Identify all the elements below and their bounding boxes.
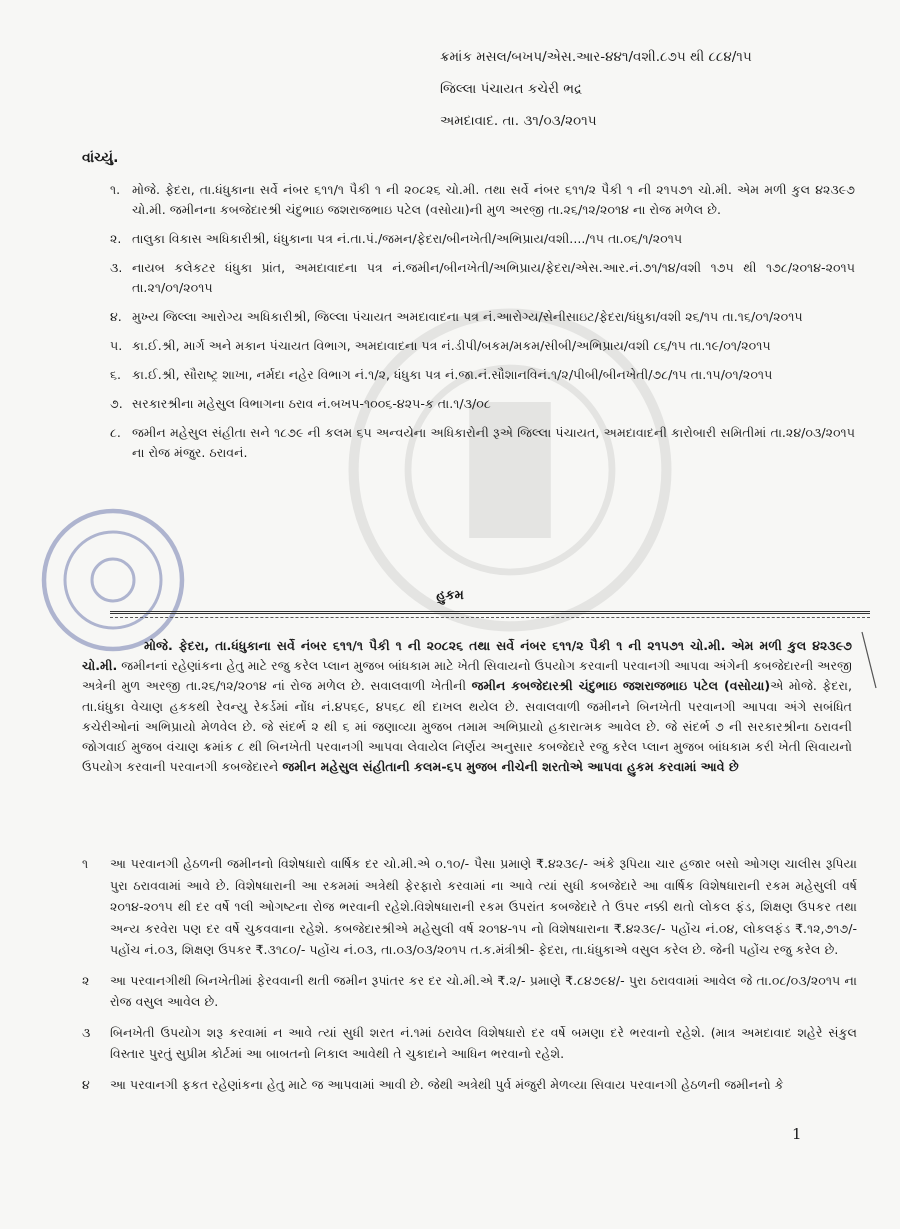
reference-item xyxy=(110,423,855,463)
reference-text: મુખ્ય જિલ્લા આરોગ્ય અધિકારીશ્રી, જિલ્લા પંચાયત અમદાવાદના પત્ર નં.આરોગ્ય/સેનીસાઇટ/ફેદરા/ધંધુકા/વશી ૨૬/૧૫ તા.૧૬/૦૧/૨૦૧૫ xyxy=(132,309,803,324)
condition-text: આ પરવાનગી ફકત રહેણાંકના હેતુ માટે જ આપવામાં આવી છે. જેથી અત્રેથી પુર્વ મંજુરી મેળવ્યા સિવાય પરવાનગી હેઠળની જમીનનો કે xyxy=(110,1076,784,1092)
reference-number: ૪. xyxy=(110,309,122,324)
reference-text: સરકારશ્રીના મહેસુલ વિભાગના ઠરાવ નં.બખપ-૧૦૦૬-૪૨૫-ક તા.૧/૩/૦૮ xyxy=(132,396,491,411)
reference-number: ક્રમાંક મસલ/બખપ/એસ.આર-૪૪૧/વશી.૮૭૫ થી ૮૮૪/૧૫ xyxy=(440,49,752,65)
reference-text: જમીન મહેસુલ સંહીતા સને ૧૮૭૯ ની કલમ ૬૫ અન્વયેના અધિકારોની રૂએ જિલ્લા પંચાયત, અમદાવાદની કારોબારી સમિતીમાં તા.૨૪/૦૩/૨૦૧૫ ના રોજ મંજુર. ઠરાવનં. xyxy=(132,425,855,460)
reference-item xyxy=(110,229,855,249)
reference-number: ૭. xyxy=(110,396,123,411)
order-closing: જમીન મહેસુલ સંહીતાની કલમ-૬૫ મુજબ નીચેની શરતોએ આપવા હુકમ કરવામાં આવે છે xyxy=(282,759,739,775)
condition-item xyxy=(82,1022,857,1065)
condition-item xyxy=(82,853,857,961)
order-owner: જમીન કબજેદારશ્રી ચંદુભાઇ જશરાજભાઇ પટેલ (વસોયા) xyxy=(471,678,771,694)
reference-item xyxy=(110,336,855,356)
condition-text: આ પરવાનગી હેઠળની જમીનનો વિશેષધારો વાર્ષિક દર ચો.મી.એ ૦.૧૦/- પૈસા પ્રમાણે ₹.૪૨૩૯/- અંકે રૂપિયા ચાર હજાર બસો ઓગણ ચાલીસ રૂપિયા પુરા ઠરાવવામાં આવે છે. વિશેષધારાની આ રકમમાં અત્રેથી ફેરફારો કરવામાં ના આવે ત્યાં સુધી કબજેદારે આ વાર્ષિક વિશેષધારાની રકમ મહેસુલી વર્ષ ૨૦૧૪-૨૦૧૫ થી દર વર્ષે ૧લી ઓગષ્ટના રોજ ભરવાની રહેશે.વિશેષધારાની રકમ ઉપરાંત કબજેદારે તે ઉપર નક્કી થતો લોકલ ફંડ, શિક્ષણ ઉપકર તથા અન્ય કરવેરા પણ દર વર્ષે ચુકવવાના રહેશે. કબજેદારશ્રીએ મહેસુલી વર્ષ ૨૦૧૪-૧૫ નો વિશેષધારાના ₹.૪૨૩૯/- પહોંચ નં.૦૪, લોકલફંડ ₹.૧૨,૭૧૭/- પહોંચ નં.૦૩, શિક્ષણ ઉપકર ₹.૩૧૮૦/- પહોંચ નં.૦૩, તા.૦૩/૦૩/૨૦૧૫ ત.ક.મંત્રીશ્રી- ફેદરા, તા.ધંધુકાએ વસુલ કરેલ છે. જેની પહોંચ રજુ કરેલ છે. xyxy=(110,856,857,957)
reference-item xyxy=(110,180,855,220)
pen-mark-icon xyxy=(860,630,880,690)
condition-number: ૨ xyxy=(82,972,90,988)
condition-text: આ પરવાનગીથી બિનખેતીમાં ફેરવવાની થતી જમીન રૂપાંતર કર દર ચો.મી.એ ₹.૨/- પ્રમાણે ₹.૮૪૭૯૪/- પુરા ઠરાવવામાં આવેલ જે તા.૦૮/૦૩/૨૦૧૫ ના રોજ વસુલ આવેલ છે. xyxy=(110,972,857,1009)
issue-date: અમદાવાદ. તા. ૩૧/૦૩/૨૦૧૫ xyxy=(440,113,597,129)
order-divider xyxy=(110,611,870,614)
condition-text: બિનખેતી ઉપયોગ શરૂ કરવામાં ન આવે ત્યાં સુધી શરત નં.૧માં ઠરાવેલ વિશેષધારો દર વર્ષે બમણા દરે ભરવાનો રહેશે. (માત્ર અમદાવાદ શહેરે સંકુલ વિસ્તાર પુરતું સુપ્રીમ કોર્ટમાં આ બાબતનો નિકાલ આવેથી તે ચુકાદાને આધિન ભરવાનો રહેશે. xyxy=(110,1024,857,1061)
reference-item xyxy=(110,365,855,385)
official-seal-icon xyxy=(38,505,188,655)
condition-item xyxy=(82,970,857,1013)
read-heading: વાંચ્યું. xyxy=(82,150,119,166)
reference-number: ૫. xyxy=(110,338,123,353)
reference-item xyxy=(110,307,855,327)
reference-text: નાયબ કલેકટર ધંધુકા પ્રાંત, અમદાવાદના પત્ર નં.જમીન/બીનખેતી/અભિપ્રાય/ફેદરા/એસ.આર.નં.૭૧/૧૪/વશી ૧૭૫ થી ૧૭૮/૨૦૧૪-૨૦૧૫ તા.૨૧/૦૧/૨૦૧૫ xyxy=(132,260,855,295)
reference-number: ૩. xyxy=(110,260,123,275)
reference-number: ૨. xyxy=(110,231,122,246)
page-number: 1 xyxy=(792,1125,802,1143)
order-title: હુકમ xyxy=(436,588,464,603)
reference-number: ૬. xyxy=(110,367,122,382)
conditions-list xyxy=(82,853,857,1104)
reference-list xyxy=(110,180,855,472)
reference-number: ૮. xyxy=(110,425,121,440)
letter-header xyxy=(440,48,870,144)
reference-item xyxy=(110,394,855,414)
reference-item xyxy=(110,258,855,298)
reference-text: કા.ઈ.શ્રી, સૌરાષ્ટ્ર શાખા, નર્મદા નહેર વિભાગ નં.૧/૨, ધંધુકા પત્ર નં.જા.નં.સૌશાનવિનં.૧/૨/પીબી/બીનખેતી/૭૮/૧૫ તા.૧૫/૦૧/૨૦૧૫ xyxy=(132,367,773,382)
order-lead: મોજે. ફેદરા, તા.ધંધુકાના સર્વે નંબર ૬૧૧/૧ પૈકી ૧ ની ૨૦૮૨૬ તથા સર્વે નંબર ૬૧૧/૨ પૈકી ૧ ની ૨૧૫૭૧ ચો.મી. એમ મળી કુલ ૪૨૩૯૭ ચો.મી. xyxy=(82,638,852,674)
order-divider-dashed xyxy=(110,617,870,618)
reference-text: તાલુકા વિકાસ અધિકારીશ્રી, ધંધુકાના પત્ર નં.તા.પં./જમન/ફેદરા/બીનખેતી/અભિપ્રાય/વશી..../૧૫ તા.૦૬/૧/૨૦૧૫ xyxy=(132,231,683,246)
reference-text: મોજે. ફેદરા, તા.ધંધુકાના સર્વે નંબર ૬૧૧/૧ પૈકી ૧ ની ૨૦૮૨૬ ચો.મી. તથા સર્વે નંબર ૬૧૧/૨ પૈકી ૧ ની ૨૧૫૭૧ ચો.મી. એમ મળી કુલ ૪૨૩૯૭ ચો.મી. જમીનના કબજેદારશ્રી ચંદુભાઇ જશરાજભાઇ પટેલ (વસોયા)ની મુળ અરજી તા.૨૬/૧૨/૨૦૧૪ ના રોજ મળેલ છે. xyxy=(132,182,855,217)
condition-number: ૪ xyxy=(82,1076,90,1092)
order-paragraph xyxy=(82,636,852,777)
condition-number: ૩ xyxy=(82,1024,91,1040)
condition-number: ૧ xyxy=(82,856,89,871)
reference-text: કા.ઈ.શ્રી, માર્ગ અને મકાન પંચાયત વિભાગ, અમદાવાદના પત્ર નં.ડીપી/બકમ/મકમ/સીબી/અભિપ્રાય/વશી ૮૬/૧૫ તા.૧૯/૦૧/૨૦૧૫ xyxy=(132,338,771,353)
reference-number: ૧. xyxy=(110,182,121,197)
condition-item xyxy=(82,1074,857,1096)
issuing-office: જિલ્લા પંચાયત કચેરી ભદ્ર xyxy=(440,81,583,97)
order-text-2: એ મોજે. ફેદરા, તા.ધંધુકા વેચાણ હકકથી રેવન્યુ રેકર્ડમાં નોંધ નં.૪૫૬૯, ૪૫૬૮ થી દાખલ થયેલ છે. સવાલવાળી જમીનને બિનખેતી પરવાનગી આપવા અંગે સબંધિત કચેરીઓનાં અભિપ્રાયો મેળવેલ છે. જે સંદર્ભ ૨ થી ૬ માં જણાવ્યા મુજબ તમામ અભિપ્રાયો હકારાત્મક આવેલ છે. જે સંદર્ભ ૭ ની સરકારશ્રીના ઠરાવની જોગવાઈ મુજબ વંચાણ ક્રમાંક ૮ થી બિનખેતી પરવાનગી આપવા લેવાયેલ નિર્ણય અનુસાર કબજેદારે રજુ કરેલ પ્લાન મુજબ બાંધકામ કરી ખેતી સિવાયનો ઉપયોગ કરવાની પરવાનગી કબજેદારને xyxy=(82,678,853,775)
order-text-1: જમીનનાં રહેણાંકના હેતુ માટે રજુ કરેલ પ્લાન મુજબ બાંધકામ માટે ખેતી સિવાયનો ઉપયોગ કરવાની પરવાનગી આપવા અંગેની કબજેદારની અરજી અત્રેની મુળ અરજી તા.૨૬/૧૨/૨૦૧૪ નાં રોજ મળેલ છે. સવાલવાળી ખેતીની xyxy=(82,658,852,694)
